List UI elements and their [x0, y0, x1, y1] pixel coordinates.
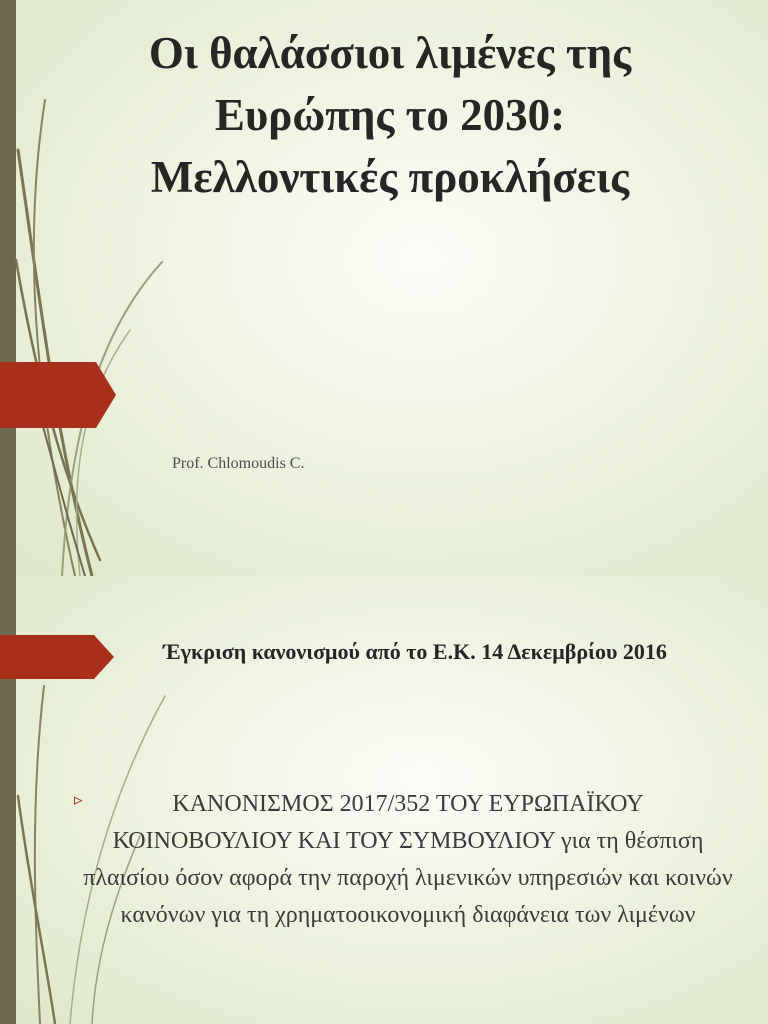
- accent-arrow-icon: [0, 635, 116, 679]
- content-slide: [0, 576, 768, 1024]
- slide-title: Οι θαλάσσιοι λιμένες της Ευρώπης το 2030: Μελλοντικές προκλήσεις: [148, 28, 632, 202]
- bullet-item: [74, 786, 734, 934]
- arrow-bullet-icon: ▹: [74, 790, 83, 809]
- author-name: Prof. Chlomoudis C.: [172, 455, 305, 472]
- bullet-text: ΚΑΝΟΝΙΣΜΟΣ 2017/352 ΤΟΥ ΕΥΡΩΠΑΪΚΟΥ ΚΟΙΝΟΒΟΥΛΙΟΥ ΚΑΙ ΤΟΥ ΣΥΜΒΟΥΛΙΟΥ για τη θέσπιση πλαισίου όσον αφορά την παροχή λιμενικών υπηρεσιών και κοινών κανόνων για τη χρηματοοικονομική διαφάνεια των λιμένων: [83, 791, 733, 928]
- slide-heading: Έγκριση κανονισμού από το Ε.Κ. 14 Δεκεμβρίου 2016: [163, 639, 667, 664]
- accent-arrow-icon: [0, 362, 118, 428]
